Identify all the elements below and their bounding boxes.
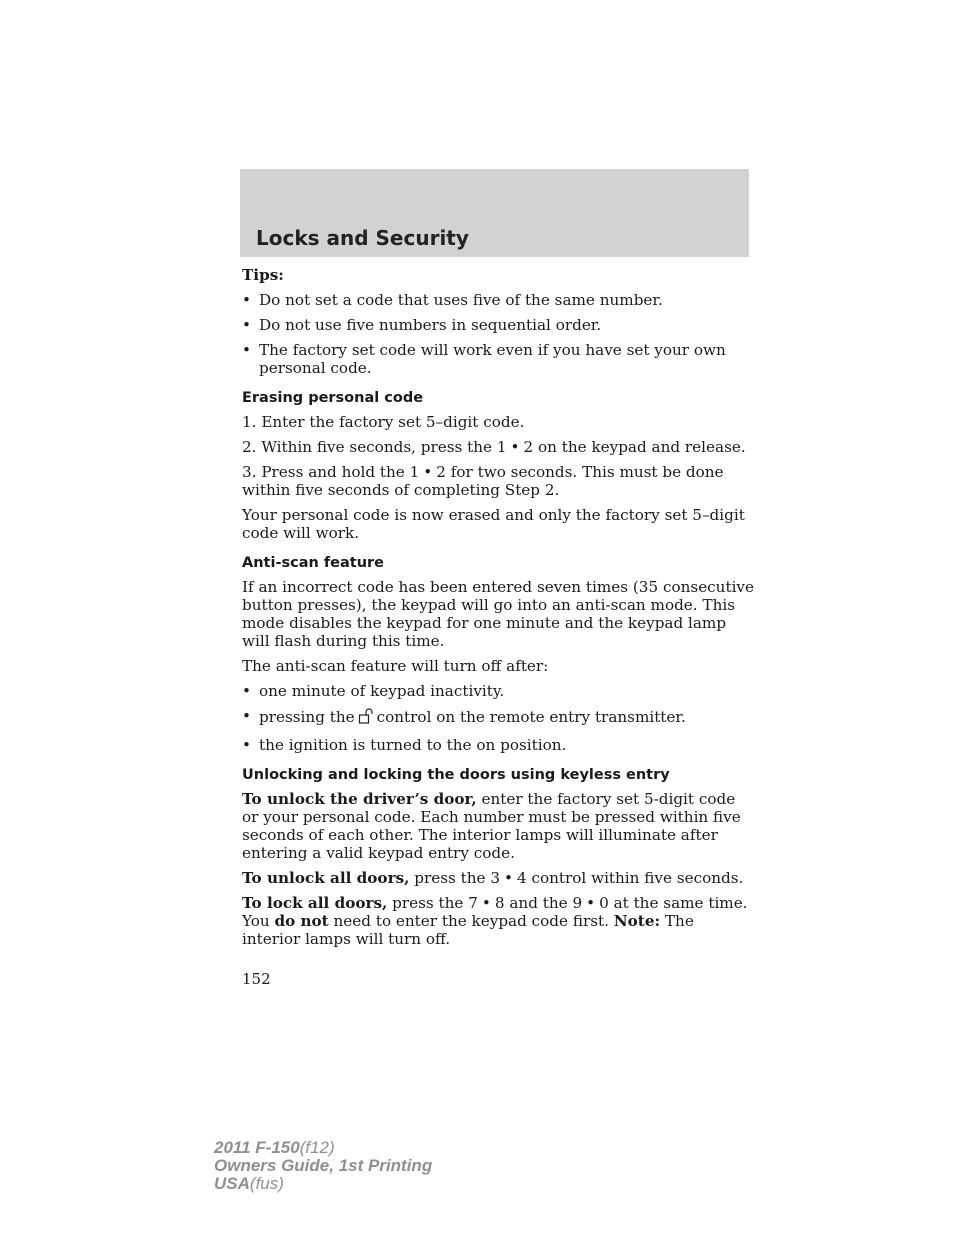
erasing-step-2: 2. Within five seconds, press the 1 • 2 on the keypad and release. bbox=[242, 438, 746, 456]
page-number: 152 bbox=[242, 970, 271, 988]
footer-line-2: Owners Guide, 1st Printing bbox=[214, 1156, 433, 1175]
erasing-step-3: 3. Press and hold the 1 • 2 for two seconds. This must be done within five seconds of completing Step 2. bbox=[242, 463, 724, 499]
anti-scan-item: • the ignition is turned to the on position. bbox=[242, 736, 754, 754]
anti-scan-heading: Anti-scan feature bbox=[242, 555, 385, 571]
key-separator-dot: • bbox=[423, 463, 433, 481]
unlock-all-paragraph: To unlock all doors, press the 3 • 4 control within five seconds. bbox=[242, 869, 744, 887]
tips-list bbox=[242, 291, 754, 377]
key-separator-dot: • bbox=[481, 894, 491, 912]
tips-label: Tips: bbox=[242, 266, 284, 284]
erasing-step-1: 1. Enter the factory set 5–digit code. bbox=[242, 413, 525, 431]
erasing-heading: Erasing personal code bbox=[242, 390, 424, 406]
footer-line-1: 2011 F-150(f12) bbox=[214, 1138, 335, 1157]
tip-item: • Do not set a code that uses five of the same number. bbox=[242, 291, 754, 309]
unlock-padlock-icon bbox=[357, 707, 375, 729]
key-separator-dot: • bbox=[503, 869, 513, 887]
section-title: Locks and Security bbox=[256, 226, 469, 250]
key-separator-dot: • bbox=[586, 894, 596, 912]
footer-line-3: USA(fus) bbox=[214, 1174, 284, 1193]
anti-scan-item: • one minute of keypad inactivity. bbox=[242, 682, 754, 700]
section-header bbox=[240, 169, 749, 257]
anti-scan-list bbox=[242, 682, 754, 754]
keyless-heading: Unlocking and locking the doors using keyless entry bbox=[242, 767, 670, 783]
page-content bbox=[242, 266, 754, 955]
print-footer bbox=[214, 1139, 432, 1193]
erasing-result: Your personal code is now erased and only the factory set 5–digit code will work. bbox=[242, 506, 745, 542]
anti-scan-intro: The anti-scan feature will turn off after: bbox=[242, 657, 549, 675]
anti-scan-description: If an incorrect code has been entered seven times (35 consecutive button presses), the keypad will go into an anti-scan mode. This mode disables the keypad for one minute and the keypad lamp will flash during this time. bbox=[242, 578, 754, 650]
anti-scan-item: • pressing the control on the remote entry transmitter. bbox=[242, 707, 754, 729]
tip-item: • Do not use five numbers in sequential order. bbox=[242, 316, 754, 334]
tip-item: • The factory set code will work even if you have set your own personal code. bbox=[242, 341, 754, 377]
key-separator-dot: • bbox=[510, 438, 520, 456]
lock-all-paragraph: To lock all doors, press the 7 • 8 and the 9 • 0 at the same time. You do not need to enter the keypad code first. Note: The interior lamps will turn off. bbox=[242, 894, 748, 948]
unlock-driver-paragraph: To unlock the driver’s door, enter the factory set 5-digit code or your personal code. Each number must be pressed within five seconds of each other. The interior lamps will illuminate after entering a valid keypad entry code. bbox=[242, 790, 741, 862]
